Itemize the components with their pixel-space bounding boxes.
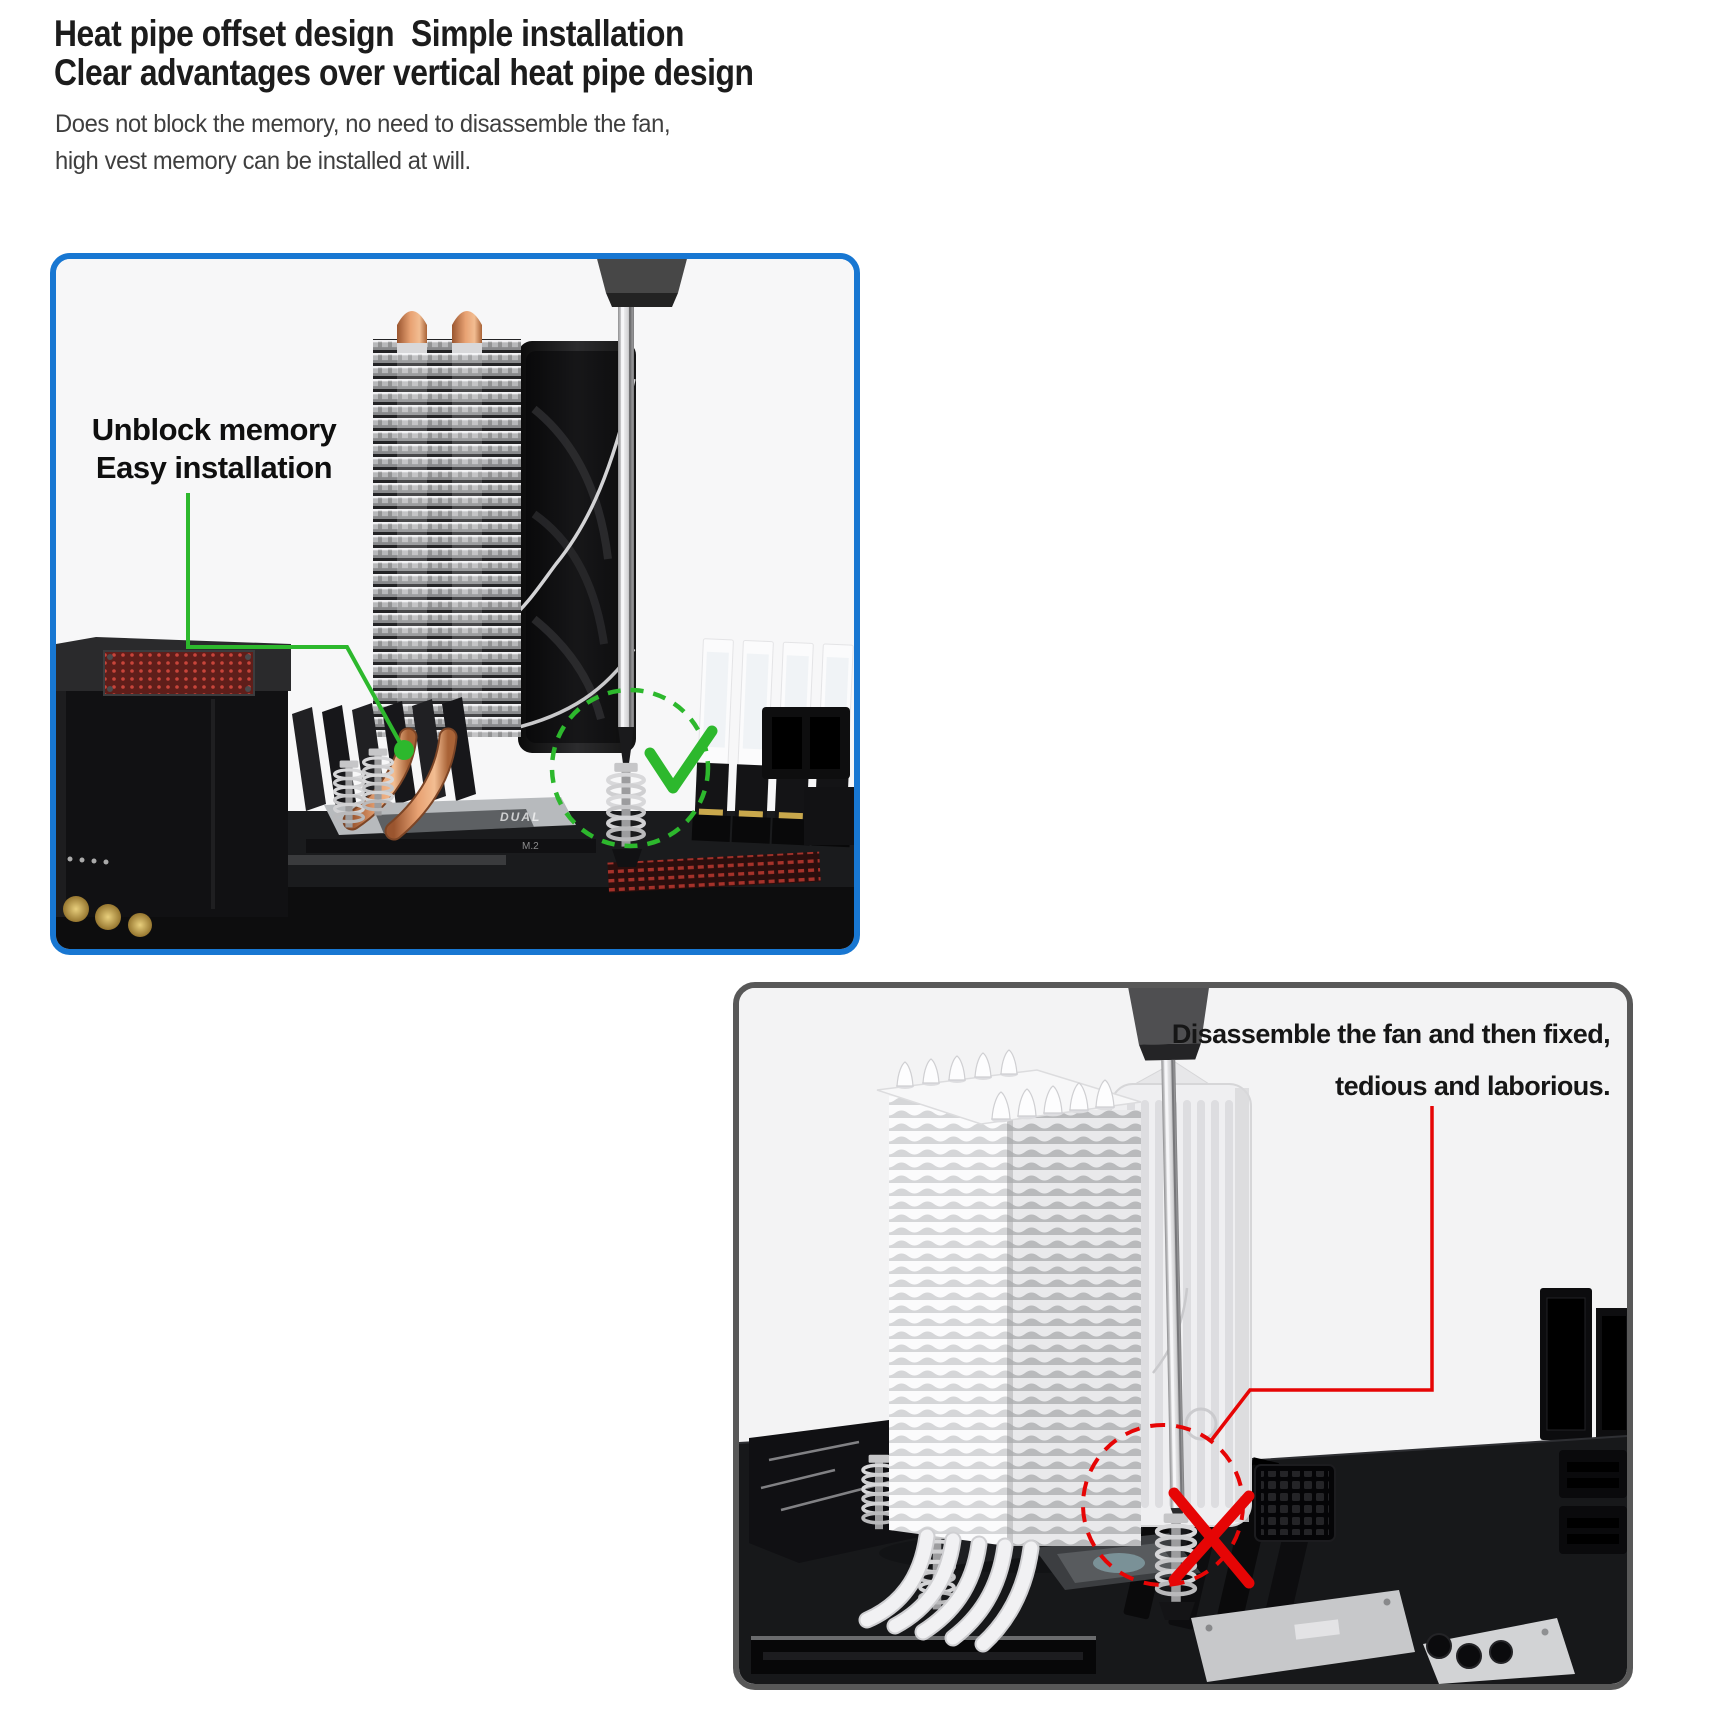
offset-design-label [68, 411, 360, 487]
board-print-m2: M.2 [522, 841, 539, 852]
board-print-dual: DUAL [500, 810, 542, 824]
offset-design-panel [50, 253, 860, 955]
label-line2: Easy installation [95, 450, 333, 485]
offset-design-photo [56, 259, 854, 949]
red-mesh-grille [104, 651, 254, 695]
vertical-design-panel [733, 982, 1633, 1690]
caption-line2: tedious and laborious. [1335, 1071, 1610, 1101]
callout-dot [394, 740, 414, 760]
atx-connector [1255, 1465, 1335, 1541]
page-title-line2: Clear advantages over vertical heat pipe design [54, 52, 754, 93]
usb-headers [1540, 1288, 1627, 1440]
white-cooler-tower [877, 1050, 1141, 1546]
vertical-design-caption [1050, 1008, 1610, 1112]
page-description-line2: high vest memory can be installed at will. [55, 147, 471, 175]
label-line1: Unblock memory [91, 412, 337, 447]
io-shield-heatsink [56, 637, 291, 917]
header-connector [804, 787, 854, 845]
page-description-line1: Does not block the memory, no need to disassemble the fan, [55, 110, 671, 138]
caption-line1: Disassemble the fan and then fixed, [1171, 1019, 1610, 1049]
pcie-slot [751, 1636, 1096, 1674]
page-title-line1: Heat pipe offset design Simple installation [54, 13, 684, 54]
cpu-cooler-tower [373, 311, 521, 737]
